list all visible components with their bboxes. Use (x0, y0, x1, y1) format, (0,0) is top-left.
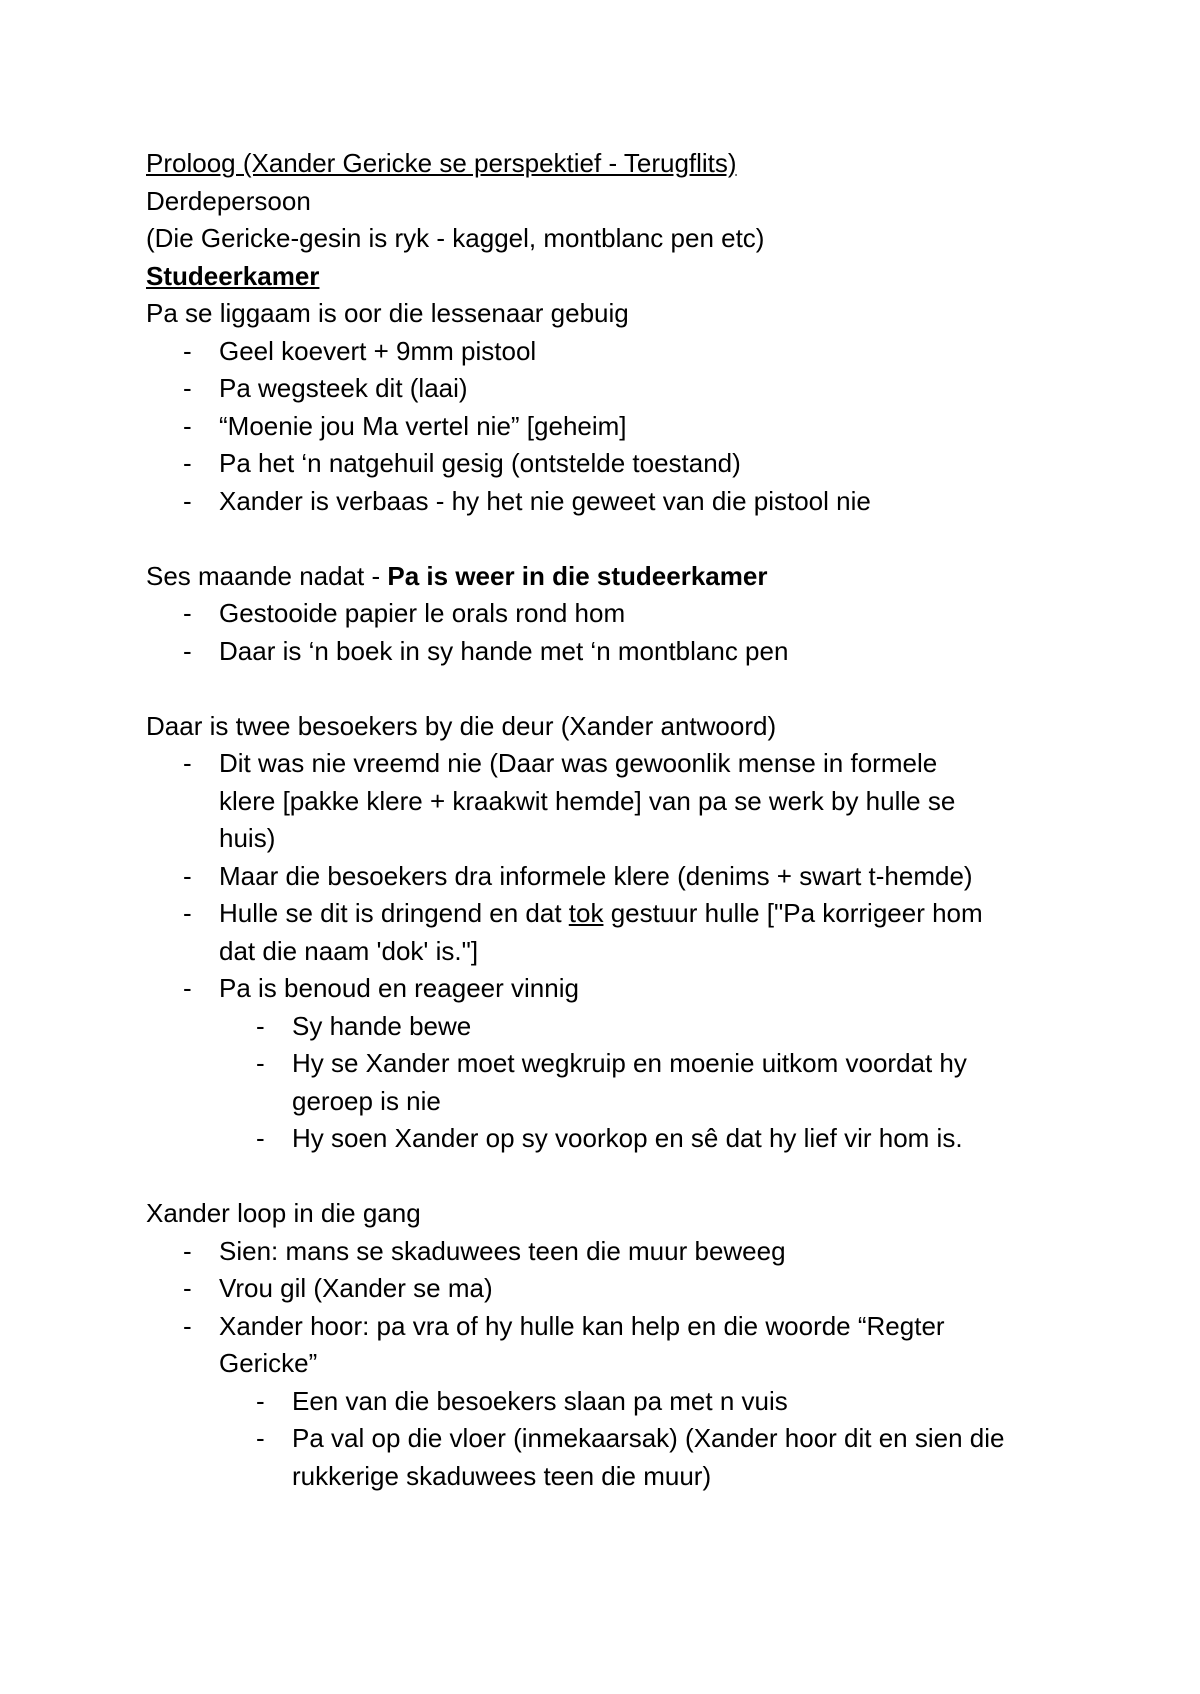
sub-list-item (146, 1120, 1086, 1158)
list-item (146, 745, 1086, 858)
list-item-text: Xander is verbaas - hy het nie geweet van die pistool nie (219, 485, 871, 516)
list-item (146, 895, 1086, 970)
list-item-text: Vrou gil (Xander se ma) (219, 1273, 493, 1303)
bullet-dash: - (183, 898, 192, 928)
list-item (146, 445, 1086, 483)
list-item-text: Maar die besoekers dra informele klere (denims + swart t-hemde) (219, 860, 973, 891)
list-item-text: Dit was nie vreemd nie (Daar was gewoonlik mense in formele klere [pakke klere + kraakwit hemde] van pa se werk by hulle se huis) (219, 748, 956, 853)
blank-line (146, 670, 1086, 708)
blank-line (146, 520, 1086, 558)
document-title: Proloog (Xander Gericke se perspektief - Terugflits) (146, 148, 737, 178)
bullet-dash: - (183, 635, 192, 666)
list-item-text (219, 895, 999, 970)
section1-lead: Pa se liggaam is oor die lessenaar gebuig (146, 298, 629, 328)
list-item-text: “Moenie jou Ma vertel nie” [geheim] (219, 410, 627, 441)
list-item (146, 1233, 1086, 1271)
bullet-dash: - (183, 973, 192, 1003)
bullet-dash: - (183, 335, 192, 366)
blank-line (146, 1158, 1086, 1196)
bullet-dash: - (183, 598, 192, 628)
section2-lead-bold: Pa is weer in die studeerkamer (387, 560, 768, 591)
bullet-dash: - (183, 373, 192, 403)
list-item-text: Geel koevert + 9mm pistool (219, 335, 537, 366)
list-item (146, 595, 1086, 633)
sub-list-item (146, 1045, 1086, 1120)
section2-lead (146, 558, 1086, 596)
list-item-text: Pa val op die vloer (inmekaarsak) (Xander hoor dit en sien die rukkerige skaduwees teen die muur) (292, 1423, 1005, 1491)
bullet-dash: - (183, 1273, 192, 1303)
sub-list-item (146, 1420, 1086, 1495)
item-text-part: Hulle se dit is dringend en dat (219, 898, 569, 928)
bullet-dash: - (183, 448, 192, 478)
list-item-text: Xander hoor: pa vra of hy hulle kan help en die woorde “Regter Gericke” (219, 1310, 945, 1378)
list-item-text: Hy se Xander moet wegkruip en moenie uitkom voordat hy geroep is nie (292, 1048, 967, 1116)
list-item-text: Pa is benoud en reageer vinnig (219, 973, 579, 1003)
list-item (146, 1308, 1086, 1383)
document-body (146, 145, 1086, 1495)
family-note: (Die Gericke-gesin is ryk - kaggel, montblanc pen etc) (146, 223, 765, 253)
bullet-dash: - (256, 1048, 265, 1078)
list-item-text: Sy hande bewe (292, 1010, 472, 1041)
sub-list-item (146, 1008, 1086, 1046)
bullet-dash: - (256, 1385, 265, 1416)
list-item (146, 1270, 1086, 1308)
bullet-dash: - (183, 485, 192, 516)
bullet-dash: - (256, 1123, 265, 1153)
list-item-text: Een van die besoekers slaan pa met n vuis (292, 1385, 788, 1416)
section2-lead-plain: Ses maande nadat - (146, 560, 388, 591)
list-item (146, 633, 1086, 671)
list-item (146, 370, 1086, 408)
list-item-text: Hy soen Xander op sy voorkop en sê dat hy lief vir hom is. (292, 1123, 963, 1153)
item-text-part: gestuur hulle ["Pa korrigeer hom dat die naam 'dok' is."] (219, 898, 983, 966)
list-item-text: Gestooide papier le orals rond hom (219, 598, 626, 628)
list-item (146, 408, 1086, 446)
underlined-word: tok (568, 898, 604, 928)
bullet-dash: - (183, 1310, 192, 1341)
section3-lead: Daar is twee besoekers by die deur (Xander antwoord) (146, 710, 777, 741)
sub-list-item (146, 1383, 1086, 1421)
bullet-dash: - (183, 410, 192, 441)
list-item (146, 858, 1086, 896)
bullet-dash: - (256, 1423, 265, 1453)
list-item-text: Pa het ‘n natgehuil gesig (ontstelde toestand) (219, 448, 741, 478)
perspective-label: Derdepersoon (146, 185, 311, 216)
list-item-text: Sien: mans se skaduwees teen die muur beweeg (219, 1235, 786, 1266)
section-heading: Studeerkamer (146, 260, 320, 291)
bullet-dash: - (183, 1235, 192, 1266)
section4-lead: Xander loop in die gang (146, 1198, 421, 1228)
bullet-dash: - (183, 748, 192, 778)
list-item (146, 970, 1086, 1008)
bullet-dash: - (183, 860, 192, 891)
list-item-text: Daar is ‘n boek in sy hande met ‘n montblanc pen (219, 635, 789, 666)
list-item (146, 483, 1086, 521)
bullet-dash: - (256, 1010, 265, 1041)
list-item-text: Pa wegsteek dit (laai) (219, 373, 468, 403)
list-item (146, 333, 1086, 371)
